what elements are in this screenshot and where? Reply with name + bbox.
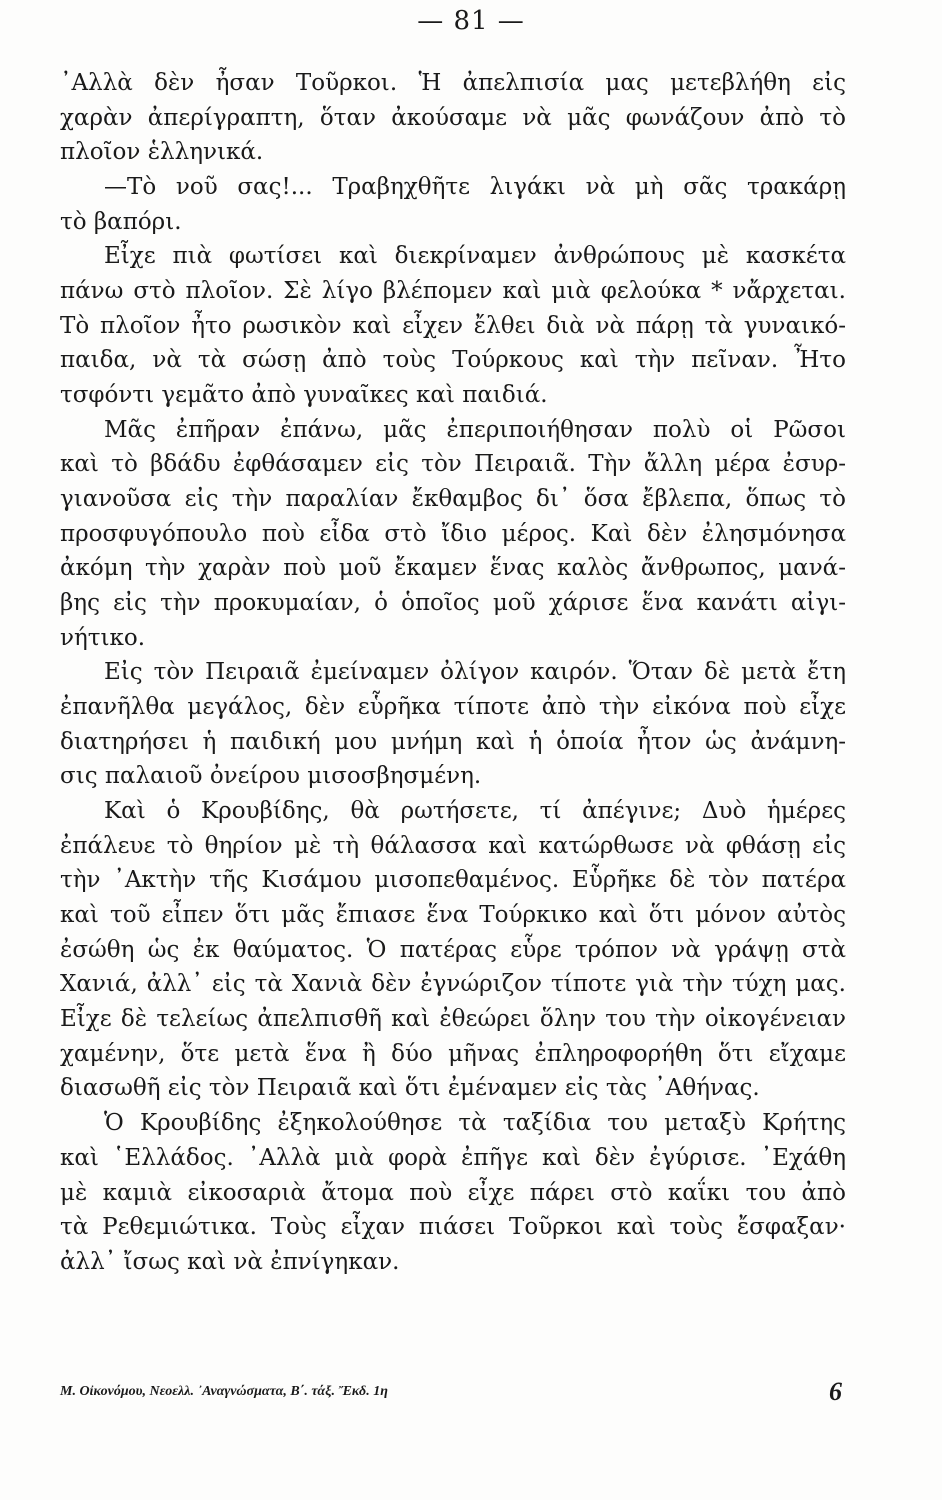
text-line: Εἰς τὸν Πειραιᾶ ἐμείναμεν ὀλίγον καιρόν. Ὅταν δὲ μετὰ ἔτη (104, 659, 846, 686)
text-line: τὸ βαπόρι. (60, 208, 182, 235)
text-line: νήτικο. (60, 624, 146, 651)
text-line: πάνω στὸ πλοῖον. Σὲ λίγο βλέπομεν καὶ μιὰ φελούκα * νἄρχεται. (60, 278, 846, 305)
text-line: Καὶ ὁ Κρουβίδης, θὰ ρωτήσετε, τί ἀπέγινε; Δυὸ ἡμέρες (104, 798, 846, 825)
text-line: Μᾶς ἐπῆραν ἐπάνω, μᾶς ἐπεριποιήθησαν πολὺ οἱ Ρῶσοι (104, 416, 846, 443)
page-number: — 81 — (417, 6, 525, 36)
text-line: Τὸ πλοῖον ἦτο ρωσικὸν καὶ εἶχεν ἔλθει διὰ νὰ πάρῃ τὰ γυναικό- (60, 312, 846, 339)
text-line: μὲ καμιὰ εἰκοσαριὰ ἄτομα ποὺ εἶχε πάρει στὸ καΐκι του ἀπὸ (60, 1179, 846, 1206)
text-line: χαμένην, ὅτε μετὰ ἕνα ἢ δύο μῆνας ἐπληροφορήθη ὅτι εἴχαμε (60, 1040, 846, 1067)
text-line: καὶ τὸ βδάδυ ἐφθάσαμεν εἰς τὸν Πειραιᾶ. Τὴν ἄλλη μέρα ἐσυρ- (60, 451, 846, 478)
signature-number: 6 (829, 1377, 842, 1406)
text-line: βης εἰς τὴν προκυμαίαν, ὁ ὁποῖος μοῦ χάρισε ἕνα κανάτι αἰγι- (60, 590, 846, 617)
text-line: προσφυγόπουλο ποὺ εἶδα στὸ ἴδιο μέρος. Καὶ δὲν ἐλησμόνησα (60, 520, 846, 547)
text-line: Εἶχε πιὰ φωτίσει καὶ διεκρίναμεν ἀνθρώπους μὲ κασκέτα (104, 243, 846, 270)
text-line: —Τὸ νοῦ σας!... Τραβηχθῆτε λιγάκι νὰ μὴ σᾶς τρακάρῃ (104, 174, 846, 201)
text-line: γιανοῦσα εἰς τὴν παραλίαν ἔκθαμβος δι᾿ ὅσα ἔβλεπα, ὅπως τὸ (60, 486, 846, 513)
footer-citation: Μ. Οἰκονόμου, Νεοελλ. ᾿Αναγνώσματα, Β΄. τάξ. Ἔκδ. 1η (60, 1384, 388, 1399)
text-line: πλοῖον ἑλληνικά. (60, 139, 264, 166)
text-line: ἐπάλευε τὸ θηρίον μὲ τὴ θάλασσα καὶ κατώρθωσε νὰ φθάσῃ εἰς (60, 832, 846, 859)
text-line: ἐπανῆλθα μεγάλος, δὲν εὗρῆκα τίποτε ἀπὸ τὴν εἰκόνα ποὺ εἶχε (60, 694, 846, 721)
text-line: Ὁ Κρουβίδης ἐξηκολούθησε τὰ ταξίδια του μεταξὺ Κρήτης (104, 1110, 846, 1137)
text-line: καὶ τοῦ εἶπεν ὅτι μᾶς ἔπιασε ἕνα Τούρκικο καὶ ὅτι μόνον αὐτὸς (60, 902, 846, 929)
text-line: ἀκόμη τὴν χαρὰν ποὺ μοῦ ἔκαμεν ἕνας καλὸς ἄνθρωπος, μανά- (60, 555, 846, 582)
text-line: τσφόντι γεμᾶτο ἀπὸ γυναῖκες καὶ παιδιά. (60, 382, 548, 409)
text-line: χαρὰν ἀπερίγραπτη, ὅταν ἀκούσαμε νὰ μᾶς φωνάζουν ἀπὸ τὸ (60, 104, 846, 131)
text-line: σις παλαιοῦ ὀνείρου μισοσβησμένη. (60, 763, 482, 790)
text-line: Εἶχε δὲ τελείως ἀπελπισθῆ καὶ ἐθεώρει ὅλην του τὴν οἰκογένειαν (60, 1006, 846, 1033)
body-text (60, 66, 846, 1280)
text-line: παιδα, νὰ τὰ σώσῃ ἀπὸ τοὺς Τούρκους καὶ τὴν πεῖναν. Ἦτο (60, 347, 846, 374)
text-line: τὰ Ρεθεμιώτικα. Τοὺς εἶχαν πιάσει Τοῦρκοι καὶ τοὺς ἔσφαξαν· (60, 1214, 846, 1241)
text-line: τὴν ᾿Ακτὴν τῆς Κισάμου μισοπεθαμένος. Εὗρῆκε δὲ τὸν πατέρα (60, 867, 846, 894)
text-line: διασωθῆ εἰς τὸν Πειραιᾶ καὶ ὅτι ἐμέναμεν εἰς τὰς ᾿Αθήνας. (60, 1075, 760, 1102)
text-line: διατηρήσει ἡ παιδική μου μνήμη καὶ ἡ ὁποία ἦτον ὡς ἀνάμνη- (60, 728, 846, 755)
text-line: ἐσώθη ὡς ἐκ θαύματος. Ὁ πατέρας εὗρε τρόπον νὰ γράψῃ στὰ (60, 936, 846, 963)
text-line: ᾿Αλλὰ δὲν ἦσαν Τοῦρκοι. Ἡ ἀπελπισία μας μετεβλήθη εἰς (60, 70, 846, 96)
text-line: ἀλλ᾿ ἴσως καὶ νὰ ἐπνίγηκαν. (60, 1248, 400, 1275)
text-line: καὶ ῾Ελλάδος. ᾿Αλλὰ μιὰ φορὰ ἐπῆγε καὶ δὲν ἐγύρισε. ᾿Εχάθη (60, 1144, 846, 1171)
text-line: Χανιά, ἀλλ᾿ εἰς τὰ Χανιὰ δὲν ἐγνώριζον τίποτε γιὰ τὴν τύχη μας. (60, 971, 846, 998)
